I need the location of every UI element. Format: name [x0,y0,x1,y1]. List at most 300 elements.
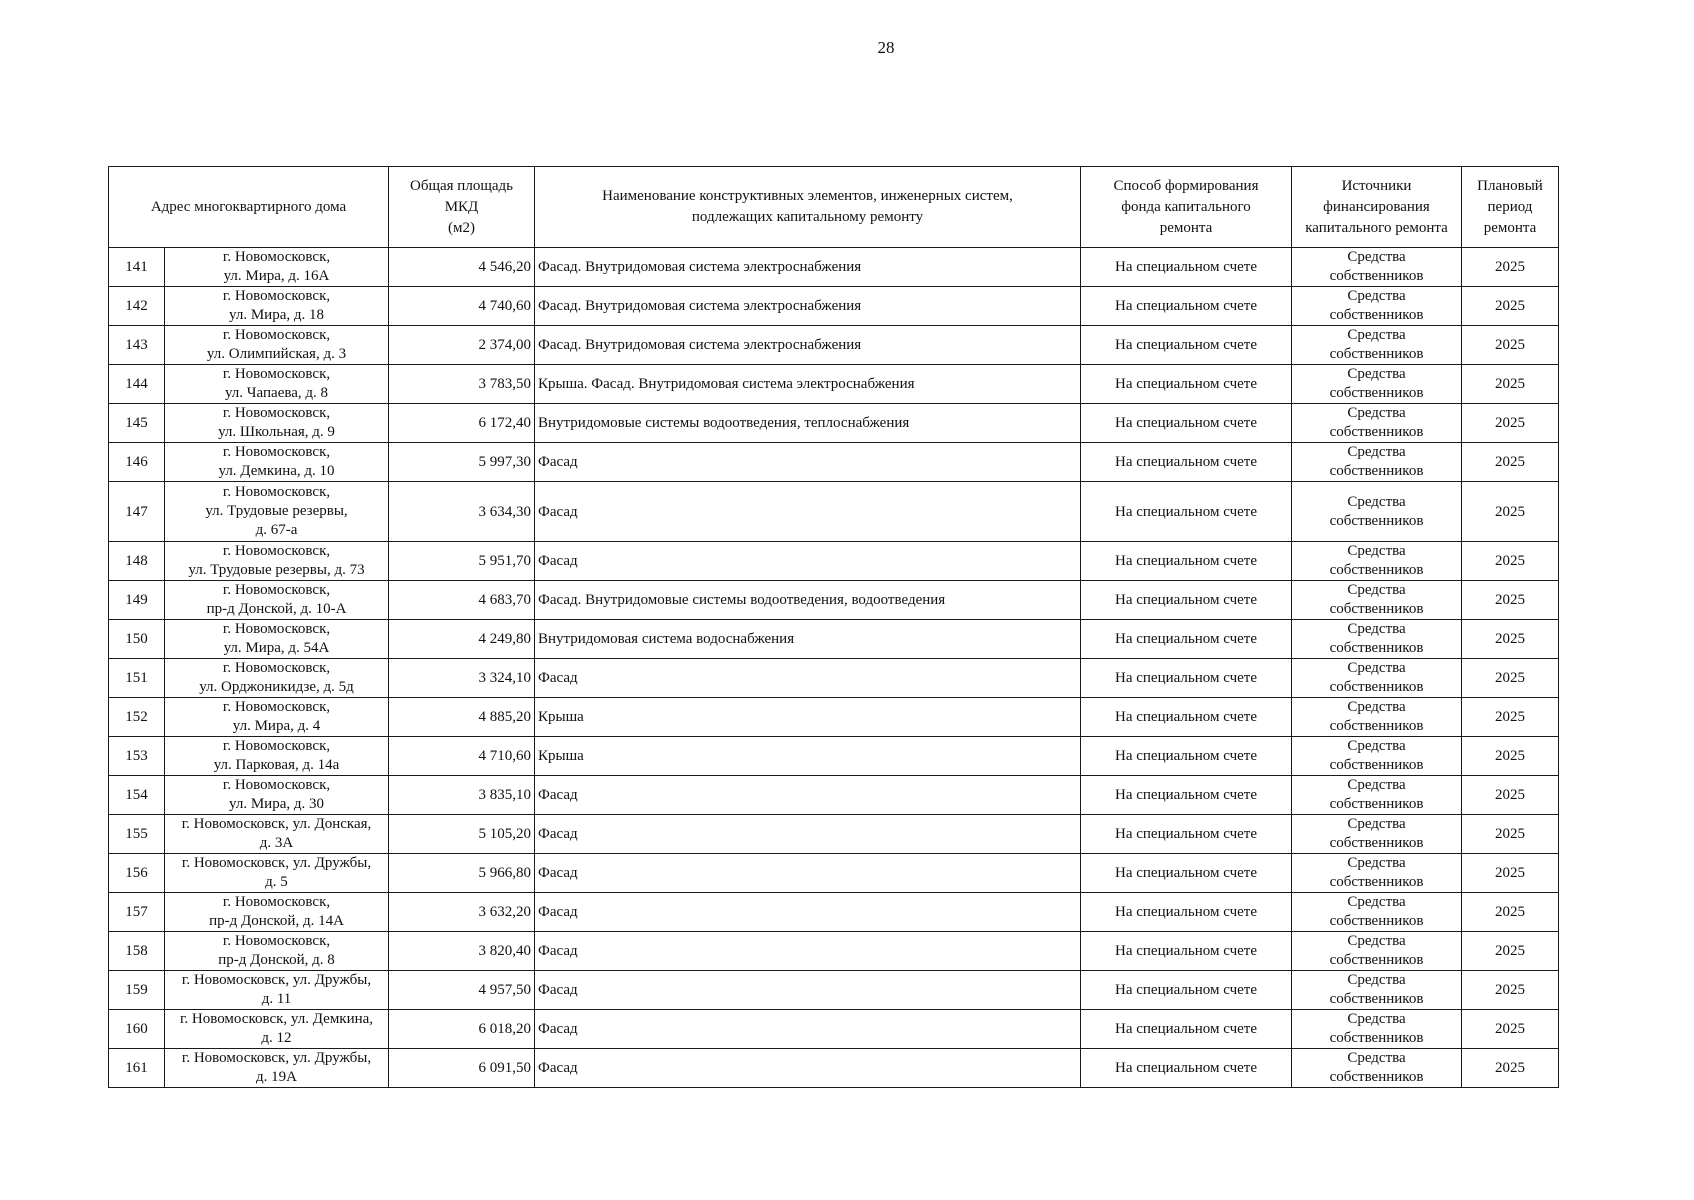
elements-cell [535,698,1081,737]
funding-source-line-1: Средства [1347,288,1406,304]
funding-source-cell [1292,1010,1462,1049]
planned-period-cell [1462,365,1559,404]
elements-cell [535,287,1081,326]
area-value: 4 683,70 [478,592,531,608]
row-number: 161 [125,1060,148,1076]
header-source [1292,167,1462,248]
fund-method-text: На специальном счете [1114,670,1257,686]
address-cell [165,932,389,971]
row-number-cell [109,737,165,776]
area-value: 6 172,40 [478,415,531,431]
planned-period-value: 2025 [1495,592,1525,608]
row-number: 157 [125,904,148,920]
row-number: 149 [125,592,148,608]
row-number-cell [109,365,165,404]
table-row [109,698,1559,737]
funding-source-line-2: собственников [1329,512,1424,529]
table-row [109,248,1559,287]
table-row [109,776,1559,815]
area-value: 3 835,10 [478,787,531,803]
planned-period-cell [1462,443,1559,482]
area-cell [389,248,535,287]
table-row [109,815,1559,854]
area-cell [389,287,535,326]
row-number-cell [109,893,165,932]
table-row [109,443,1559,482]
elements-text: Фасад. Внутридомовая система электроснабжения [538,337,862,353]
table-row [109,1010,1559,1049]
fund-method-cell [1081,404,1292,443]
row-number-cell [109,443,165,482]
area-cell [389,404,535,443]
address-line-2: ул. Трудовые резервы, д. 73 [188,562,365,578]
fund-method-cell [1081,932,1292,971]
funding-source-cell [1292,620,1462,659]
area-cell [389,365,535,404]
planned-period-value: 2025 [1495,259,1525,275]
area-value: 3 820,40 [478,943,531,959]
planned-period-cell [1462,737,1559,776]
area-value: 4 885,20 [478,709,531,725]
row-number-cell [109,248,165,287]
funding-source-line-1: Средства [1347,1011,1406,1027]
elements-text: Фасад [538,787,578,803]
header-address-text: Адрес многоквартирного дома [150,198,347,215]
table-row [109,365,1559,404]
fund-method-cell [1081,620,1292,659]
address-line-1: г. Новомосковск, ул. Донская, [181,816,372,832]
fund-method-text: На специальном счете [1114,748,1257,764]
elements-text: Крыша [538,748,584,764]
fund-method-text: На специальном счете [1114,826,1257,842]
planned-period-cell [1462,932,1559,971]
header-fund-line3: ремонта [1159,219,1213,236]
fund-method-cell [1081,1010,1292,1049]
header-period [1462,167,1559,248]
elements-cell [535,737,1081,776]
address-line-1: г. Новомосковск, [222,894,331,910]
address-cell [165,542,389,581]
planned-period-value: 2025 [1495,1021,1525,1037]
funding-source-line-2: собственников [1329,952,1424,968]
planned-period-value: 2025 [1495,787,1525,803]
table-row [109,404,1559,443]
row-number-cell [109,776,165,815]
funding-source-cell [1292,1049,1462,1088]
header-area [389,167,535,248]
header-fund-line2: фонда капитального [1121,198,1251,215]
address-cell [165,365,389,404]
header-address [109,167,389,248]
planned-period-value: 2025 [1495,298,1525,314]
funding-source-line-2: собственников [1329,424,1424,440]
elements-cell [535,620,1081,659]
fund-method-cell [1081,776,1292,815]
row-number: 158 [125,943,148,959]
elements-cell [535,854,1081,893]
area-value: 4 740,60 [478,298,531,314]
funding-source-line-1: Средства [1347,1050,1406,1066]
funding-source-line-2: собственников [1329,679,1424,695]
planned-period-value: 2025 [1495,826,1525,842]
address-cell [165,698,389,737]
area-cell [389,698,535,737]
fund-method-text: На специальном счете [1114,1060,1257,1076]
area-cell [389,932,535,971]
address-cell [165,287,389,326]
funding-source-cell [1292,854,1462,893]
fund-method-text: На специальном счете [1114,592,1257,608]
area-value: 3 324,10 [478,670,531,686]
fund-method-text: На специальном счете [1114,415,1257,431]
address-line-1: г. Новомосковск, [222,621,331,637]
funding-source-cell [1292,815,1462,854]
fund-method-cell [1081,893,1292,932]
planned-period-cell [1462,1010,1559,1049]
funding-source-cell [1292,443,1462,482]
address-line-1: г. Новомосковск, [222,249,331,265]
address-line-2: ул. Мира, д. 16А [223,268,330,284]
funding-source-cell [1292,326,1462,365]
elements-cell [535,971,1081,1010]
address-line-1: г. Новомосковск, [222,660,331,676]
header-row [109,167,1559,248]
address-cell [165,893,389,932]
area-value: 5 105,20 [478,826,531,842]
address-cell [165,443,389,482]
address-cell [165,404,389,443]
address-line-2: ул. Мира, д. 4 [232,718,321,734]
funding-source-line-1: Средства [1347,582,1406,598]
fund-method-text: На специальном счете [1114,376,1257,392]
address-line-2: пр-д Донской, д. 10-А [206,601,347,617]
elements-cell [535,542,1081,581]
funding-source-line-1: Средства [1347,816,1406,832]
planned-period-value: 2025 [1495,454,1525,470]
header-area-line3: (м2) [448,219,475,236]
area-cell [389,737,535,776]
table-row [109,542,1559,581]
fund-method-cell [1081,326,1292,365]
table-row [109,326,1559,365]
table-row [109,893,1559,932]
table-row [109,287,1559,326]
area-value: 3 783,50 [478,376,531,392]
elements-text: Фасад. Внутридомовая система электроснабжения [538,259,862,275]
area-value: 5 951,70 [478,553,531,569]
address-line-2: ул. Мира, д. 30 [229,796,324,812]
row-number: 148 [125,553,148,569]
address-line-2: ул. Орджоникидзе, д. 5д [199,679,354,695]
header-area-line1: Общая площадь [409,177,513,194]
elements-text: Фасад [538,454,578,470]
row-number: 144 [125,376,148,392]
funding-source-cell [1292,932,1462,971]
planned-period-cell [1462,659,1559,698]
table-row [109,1049,1559,1088]
funding-source-line-1: Средства [1347,738,1406,754]
capital-repair-table [108,166,1559,1088]
fund-method-cell [1081,443,1292,482]
fund-method-text: На специальном счете [1114,943,1257,959]
funding-source-line-2: собственников [1329,268,1424,284]
fund-method-text: На специальном счете [1114,1021,1257,1037]
address-line-1: г. Новомосковск, [222,366,331,382]
planned-period-value: 2025 [1495,337,1525,353]
planned-period-cell [1462,971,1559,1010]
funding-source-line-2: собственников [1329,757,1424,773]
fund-method-cell [1081,482,1292,542]
elements-cell [535,404,1081,443]
table-row [109,482,1559,542]
funding-source-line-1: Средства [1347,249,1406,265]
address-line-2: д. 5 [265,874,288,890]
elements-text: Фасад. Внутридомовая система электроснабжения [538,298,862,314]
elements-text: Фасад [538,943,578,959]
area-cell [389,854,535,893]
row-number: 160 [125,1021,148,1037]
address-line-2: д. 3А [259,835,294,851]
address-line-2: ул. Мира, д. 54А [223,640,330,656]
funding-source-line-1: Средства [1347,972,1406,988]
elements-cell [535,581,1081,620]
planned-period-cell [1462,893,1559,932]
planned-period-value: 2025 [1495,503,1525,520]
funding-source-cell [1292,698,1462,737]
address-line-1: г. Новомосковск, ул. Дружбы, [181,855,372,871]
fund-method-cell [1081,542,1292,581]
address-line-2: ул. Парковая, д. 14а [213,757,340,773]
address-line-3: д. 67-а [255,522,298,538]
area-value: 5 997,30 [478,454,531,470]
planned-period-value: 2025 [1495,943,1525,959]
funding-source-line-2: собственников [1329,718,1424,734]
address-cell [165,776,389,815]
area-value: 4 710,60 [478,748,531,764]
address-line-1: г. Новомосковск, [222,933,331,949]
address-cell [165,854,389,893]
address-cell [165,1010,389,1049]
planned-period-value: 2025 [1495,376,1525,392]
elements-text: Фасад [538,826,578,842]
funding-source-line-2: собственников [1329,796,1424,812]
elements-text: Фасад [538,982,578,998]
header-elements-line1: Наименование конструктивных элементов, инженерных систем, [602,188,1013,204]
funding-source-cell [1292,737,1462,776]
fund-method-cell [1081,365,1292,404]
row-number-cell [109,287,165,326]
address-cell [165,581,389,620]
funding-source-cell [1292,971,1462,1010]
address-line-2: пр-д Донской, д. 14А [209,913,344,929]
funding-source-line-2: собственников [1329,346,1424,362]
funding-source-cell [1292,365,1462,404]
area-value: 3 632,20 [478,904,531,920]
elements-text: Фасад. Внутридомовые системы водоотведения, водоотведения [538,592,946,608]
planned-period-value: 2025 [1495,553,1525,569]
planned-period-value: 2025 [1495,982,1525,998]
row-number: 146 [125,454,148,470]
funding-source-line-1: Средства [1347,405,1406,421]
fund-method-cell [1081,854,1292,893]
row-number: 143 [125,337,148,353]
address-line-2: ул. Школьная, д. 9 [218,424,335,440]
planned-period-cell [1462,581,1559,620]
table-row [109,737,1559,776]
elements-cell [535,482,1081,542]
row-number-cell [109,698,165,737]
elements-text: Внутридомовая система водоснабжения [538,631,795,647]
area-cell [389,542,535,581]
area-cell [389,659,535,698]
row-number: 152 [125,709,148,725]
elements-cell [535,932,1081,971]
planned-period-cell [1462,326,1559,365]
row-number: 153 [125,748,148,764]
elements-text: Крыша. Фасад. Внутридомовая система электроснабжения [538,376,915,392]
header-period-line1: Плановый [1477,177,1543,194]
planned-period-value: 2025 [1495,709,1525,725]
table-header [109,167,1559,248]
row-number: 151 [125,670,148,686]
address-line-2: пр-д Донской, д. 8 [218,952,335,968]
row-number-cell [109,1010,165,1049]
row-number-cell [109,482,165,542]
funding-source-line-1: Средства [1347,366,1406,382]
funding-source-cell [1292,542,1462,581]
planned-period-cell [1462,482,1559,542]
elements-cell [535,893,1081,932]
area-cell [389,971,535,1010]
address-cell [165,737,389,776]
area-cell [389,326,535,365]
area-value: 2 374,00 [478,337,531,353]
address-line-2: ул. Мира, д. 18 [229,307,324,323]
planned-period-cell [1462,815,1559,854]
funding-source-line-2: собственников [1329,601,1424,617]
address-line-1: г. Новомосковск, ул. Дружбы, [181,972,372,988]
address-line-1: г. Новомосковск, ул. Демкина, [179,1011,374,1027]
funding-source-line-1: Средства [1347,855,1406,871]
fund-method-cell [1081,971,1292,1010]
elements-text: Фасад [538,865,578,881]
fund-method-cell [1081,287,1292,326]
row-number-cell [109,971,165,1010]
header-elements [535,167,1081,248]
funding-source-cell [1292,287,1462,326]
row-number: 155 [125,826,148,842]
funding-source-cell [1292,482,1462,542]
header-source-line1: Источники [1341,177,1412,194]
fund-method-cell [1081,737,1292,776]
funding-source-cell [1292,893,1462,932]
address-line-2: ул. Олимпийская, д. 3 [206,346,347,362]
row-number-cell [109,854,165,893]
row-number-cell [109,932,165,971]
area-value: 4 249,80 [478,631,531,647]
row-number-cell [109,620,165,659]
address-cell [165,815,389,854]
funding-source-cell [1292,776,1462,815]
row-number-cell [109,1049,165,1088]
fund-method-text: На специальном счете [1114,298,1257,314]
table-row [109,581,1559,620]
funding-source-line-1: Средства [1347,327,1406,343]
elements-text: Фасад [538,904,578,920]
address-cell [165,971,389,1010]
fund-method-text: На специальном счете [1114,787,1257,803]
table-body [109,248,1559,1088]
fund-method-cell [1081,659,1292,698]
planned-period-value: 2025 [1495,748,1525,764]
funding-source-cell [1292,248,1462,287]
fund-method-text: На специальном счете [1114,904,1257,920]
table-row [109,854,1559,893]
planned-period-cell [1462,776,1559,815]
address-line-2: ул. Чапаева, д. 8 [224,385,329,401]
funding-source-line-2: собственников [1329,1030,1424,1046]
row-number: 141 [125,259,148,275]
area-cell [389,620,535,659]
funding-source-line-2: собственников [1329,640,1424,656]
elements-text: Фасад [538,553,578,569]
area-cell [389,1010,535,1049]
header-fund [1081,167,1292,248]
funding-source-line-2: собственников [1329,562,1424,578]
area-cell [389,893,535,932]
elements-text: Фасад [538,503,578,520]
funding-source-line-1: Средства [1347,933,1406,949]
funding-source-line-2: собственников [1329,991,1424,1007]
address-line-2: д. 12 [261,1030,292,1046]
elements-cell [535,1010,1081,1049]
address-line-1: г. Новомосковск, [222,327,331,343]
row-number: 147 [125,503,148,520]
fund-method-text: На специальном счете [1114,454,1257,470]
funding-source-line-1: Средства [1347,660,1406,676]
area-cell [389,815,535,854]
header-source-line2: финансирования [1323,198,1430,215]
header-elements-line2: подлежащих капитальному ремонту [691,209,924,225]
elements-text: Фасад [538,1021,578,1037]
header-area-line2: МКД [444,198,479,215]
funding-source-line-2: собственников [1329,1069,1424,1085]
table-row [109,971,1559,1010]
planned-period-cell [1462,854,1559,893]
row-number: 142 [125,298,148,314]
elements-cell [535,443,1081,482]
address-line-2: д. 19А [256,1069,297,1085]
address-line-1: г. Новомосковск, [222,699,331,715]
area-value: 5 966,80 [478,865,531,881]
address-line-1: г. Новомосковск, [222,543,331,559]
table-row [109,659,1559,698]
planned-period-cell [1462,287,1559,326]
row-number-cell [109,326,165,365]
area-value: 4 957,50 [478,982,531,998]
row-number: 156 [125,865,148,881]
elements-cell [535,365,1081,404]
fund-method-cell [1081,581,1292,620]
row-number-cell [109,581,165,620]
address-cell [165,620,389,659]
fund-method-cell [1081,1049,1292,1088]
address-cell [165,1049,389,1088]
fund-method-cell [1081,815,1292,854]
funding-source-line-2: собственников [1329,835,1424,851]
area-cell [389,776,535,815]
fund-method-text: На специальном счете [1114,553,1257,569]
